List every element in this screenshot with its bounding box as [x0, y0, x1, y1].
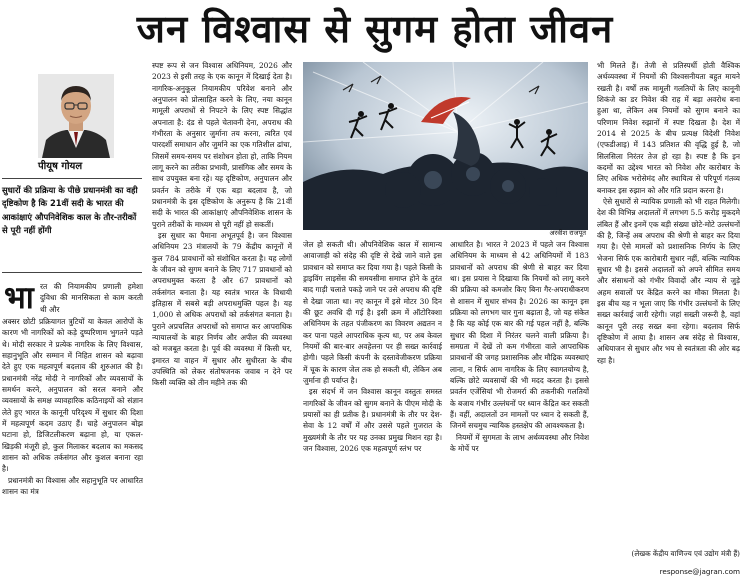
image-credit: अरवीश राजपूत	[549, 229, 586, 237]
article-paragraph: स्पष्ट रूप से जन विश्वास अधिनियम, 2026 और 2023 से इसी तरह के एक कानून में दिखाई देता है। नागरिक-अनुकूल नियामकीय परिवेश बनाने और अनुपालन को प्रोत्साहित करने के लिए, नया कानून मामूली अपराधों से निपटने के लिए स्पष्ट सिद्धांत अपनाता है: दंड से पहले चेतावनी देना, अपराध की गंभीरता के अनुसार जुर्माना तय करना, त्वरित एवं पारदर्शी समाधान और जुर्माने का एक गतिशील ढांचा, जिसमें समय-समय पर संशोधन होता हो, ताकि नियम लागू करने का तरीका प्रभावी, प्रासंगिक और समय के साथ उपयुक्त बना रहे। यह दृष्टिकोण, अनुपालन और प्रवर्तन के तरीके में एक बड़ा बदलाव है, जो प्रधानमंत्री के इस दृष्टिकोण के अनुरूप है कि 21वीं सदी के भारत की आकांक्षाएं औपनिवेशिक शासन के पुराने तरीकों के माध्यम से पूरी नहीं हो सकतीं।	[152, 61, 292, 229]
article-paragraph: जेल हो सकती थी। औपनिवेशिक काल में सामान्य आवाजाही को संदेह की दृष्टि से देखे जाने वाले इस प्रावधान को समाप्त कर दिया गया है। पहले किसी के ड्राइविंग लाइसेंस की समयसीमा समाप्त होने के तुरंत बाद गाड़ी चलाते पकड़े जाने पर उसे अपराध की दृष्टि से देखा जाता था। नए कानून में इसे मोटर 30 दिन की छूट अवधि दी गई है। इसी क्रम में ऑटोरिक्शा अधिनियम के तहत पंजीकरण का विवरण अद्यतन न कर पाना पहले आपराधिक कृत्य था, पर अब केवल नियमों की बार-बार अवहेलना पर ही सख्त कार्रवाई होगी। पहले किसी कंपनी के दस्तावेजीकरण प्रक्रिया में चूक के कारण जेल तक हो सकती थी, लेकिन अब जुर्माना ही पर्याप्त है।	[303, 240, 442, 385]
pullquote-top-rule	[2, 178, 142, 179]
article-column-5	[597, 60, 740, 548]
article-illustration	[303, 62, 588, 230]
article-paragraph: ऐसे सुधारों से न्यायिक प्रणाली को भी राहत मिलेगी। देश की विभिन्न अदालतों में लगभग 5.5 करोड़ मुकदमे लंबित हैं और इनमें एक बड़ी संख्या छोटे-मोटे उल्लंघनों की है, जिन्हें अब अपराध की श्रेणी से बाहर कर दिया गया है। ऐसे मामलों को प्रशासनिक निर्णय के लिए भेजना सिर्फ एक कारोबारी सुधार नहीं, बल्कि न्यायिक सुधार भी है। इससे अदालतों को अपने सीमित समय और संसाधनों को गंभीर विवादों और न्याय से जुड़े अहम सवालों पर केंद्रित करने का मौका मिलता है। इस बीच यह न भूला जाए कि गंभीर उल्लंघनों के लिए सख्त कार्रवाई जारी रहेगी। जहां सख्ती जरूरी है, वहां कानून पूरी तरह सख्त बना रहेगा। बदलाव सिर्फ दृष्टिकोण में आया है। शासन अब संदेह से विश्वास, अधियाजन से सुधार और भय से स्वतंत्रता की ओर बढ़ रहा है।	[597, 196, 740, 365]
response-email[interactable]: response@jagran.com	[659, 567, 740, 576]
drop-cap: भा	[4, 280, 34, 316]
article-column-1-lead	[40, 281, 143, 316]
author-photo	[38, 74, 114, 158]
article-paragraph: नियमों में सुगमता के लाभ अर्थव्यवस्था और निवेश के मोर्चे पर	[450, 432, 589, 453]
pull-quote: सुधारों की प्रक्रिया के पीछे प्रधानमंत्री का वही दृष्टिकोण है कि 21वीं सदी के भारत की आकांक्षाएं औपनिवेशिक काल के तौर-तरीकों से पूरी नहीं होंगी	[2, 185, 138, 235]
article-paragraph: इस सुधार का पैमाना अभूतपूर्व है। जन विश्वास अधिनियम 23 मंत्रालयों के 79 केंद्रीय कानूनों में कुल 784 प्रावधानों को संशोधित करता है। यह लोगों के जीवन को सुगम बनाने के लिए 717 प्रावधानों को अपराधमुक्त करता है और 67 प्रावधानों को तर्कसंगत बनाता है। यह स्वतंत्र भारत के विधायी इतिहास में सबसे बड़ी अपराधमुक्ति पहल है। यह 1,000 से अधिक अपराधों को तर्कसंगत बनाता है। पुराने अप्रचलित अपराधों को समाप्त कर आपराधिक न्यायालयों के बाहर निर्णय और अपील की व्यवस्था को मजबूत करता है। पूर्व की व्यवस्था में किसी घर, इमारत या वाहन में सुधार और सुधीरता के बीच उपस्थिति को लेकर संतोषजनक जवाब न देने पर किसी व्यक्ति को तीन महीने तक की	[152, 230, 292, 388]
article-paragraph: अक्सर छोटी प्रक्रियागत त्रुटियों या केवल आरोपों के कारण भी नागरिकों को कड़े दुष्परिणाम भुगतने पड़ते थे। मोदी सरकार ने प्रत्येक नागरिक के लिए विश्वास, सहानुभूति और सम्मान में निहित शासन को बढ़ावा देते हुए एक महत्वपूर्ण बदलाव की शुरुआत की है। प्रधानमंत्री नरेंद्र मोदी ने नागरिकों और व्यवसायों के समर्थन करने, अनुपालन को सरल बनाने और व्यवसायों के समक्ष व्यावहारिक कठिनाइयों को संज्ञान लेते हुए भारत के कानूनी परिदृश्य में सुधार की दिशा में महत्वपूर्ण कदम उठाए हैं। चाहे अनुपालन बोझ घटाना हो, डिजिटलीकरण बढ़ाना हो, या एकल-खिड़की मंजूरी हो, कुल मिलाकर बदलाव का मकसद शासन को अधिक तर्कसंगत और कुशल बनाना रहा है।	[2, 317, 143, 474]
article-column-2	[152, 60, 292, 578]
author-name: पीयूष गोयल	[38, 161, 83, 172]
article-paragraph: रत की नियामकीय प्रणाली हमेशा दुविधा की मानसिकता से काम करती थी और	[40, 282, 143, 314]
headline: जन विश्वास से सुगम होता जीवन	[136, 7, 614, 51]
article-paragraph: प्रधानमंत्री का विश्वास और सहानुभूति पर आधारित शासन का मंत्र	[2, 475, 143, 496]
author-portrait-image	[38, 74, 114, 158]
article-column-4	[450, 239, 589, 578]
article-column-3	[303, 239, 442, 578]
article-column-1	[2, 316, 143, 578]
article-paragraph: आधारित है। भारत ने 2023 में पहले जन विश्वास अधिनियम के माध्यम से 42 अधिनियमों में 183 प्रावधानों को अपराध की श्रेणी से बाहर कर दिया था। इस प्रयास ने दिखाया कि नियमों को लागू करने की प्रक्रिया को कमजोर किए बिना गैर-अपराधीकरण से शासन में सुधार संभव है। 2026 का कानून इस प्रक्रिया को लगभग चार गुना बढ़ाता है, जो यह संकेत है कि यह कोई एक बार की गई पहल नहीं है, बल्कि सुधार की दिशा में निरंतर चलने वाली प्रक्रिया है। समग्रता में देखें तो कम गंभीरता वाले आपराधिक प्रावधानों की जगह प्रशासनिक और मौद्रिक व्यवस्थाएं लाना, न सिर्फ आम नागरिक के लिए स्वागतयोग्य है, बल्कि छोटे व्यवसायों की भी मदद करता है। इससे प्रवर्तन एजेंसियां भी रोजमर्रा की तकनीकी गलतियों के बजाय गंभीर उल्लंघनों पर ध्यान केंद्रित कर सकती हैं। वहीं, अदालतों उन मामलों पर ध्यान दे सकती हैं, जिनमें सचमुच न्यायिक हस्तक्षेप की आवश्यकता है।	[450, 240, 589, 431]
article-paragraph: इस संदर्भ में जन विश्वास कानून वस्तुतः समस्त नागरिकों के जीवन को सुगम बनाने के पीएम मोदी के प्रयासों का ही प्रतीक है। प्रधानमंत्री के तौर पर देश-सेवा के 12 वर्षों में और उससे पहले गुजरात के मुख्यमंत्री के तौर पर यह उनका प्रमुख मिशन रहा है। जन विश्वास, 2026 एक महत्वपूर्ण स्तंभ पर	[303, 387, 442, 453]
illustration-image	[303, 62, 588, 230]
author-footnote: (लेखक केंद्रीय वाणिज्य एवं उद्योग मंत्री हैं)	[631, 549, 740, 558]
article-paragraph: भी मिलते हैं। तेजी से प्रतिस्पर्धी होती वैश्विक अर्थव्यवस्था में नियमों की विश्वसनीयता बहुत मायने रखती है। वर्षों तक मामूली गलतियों के लिए कानूनी शिकंजे का डर निवेश की राह में बड़ा अवरोध बना हुआ था, लेकिन अब नियमों को सुगम बनाने का परिणाम निवेश रुझानों में स्पष्ट दिखता है। देश में 2014 से 2025 के बीच प्रत्यक्ष विदेशी निवेश (एफडीआइ) में 143 प्रतिशत की वृद्धि हुई है, जो सिलसिला निरंतर तेज हो रहा है। स्पष्ट है कि इन कदमों का उद्देश्य भारत को निवेश और कारोबार के लिए अधिक भरोसेमंद और स्थायित्व से परिपूर्ण गंतव्य बनाकर इस रुझान को और गति प्रदान करना है।	[597, 61, 740, 195]
pullquote-bottom-rule	[2, 272, 142, 273]
